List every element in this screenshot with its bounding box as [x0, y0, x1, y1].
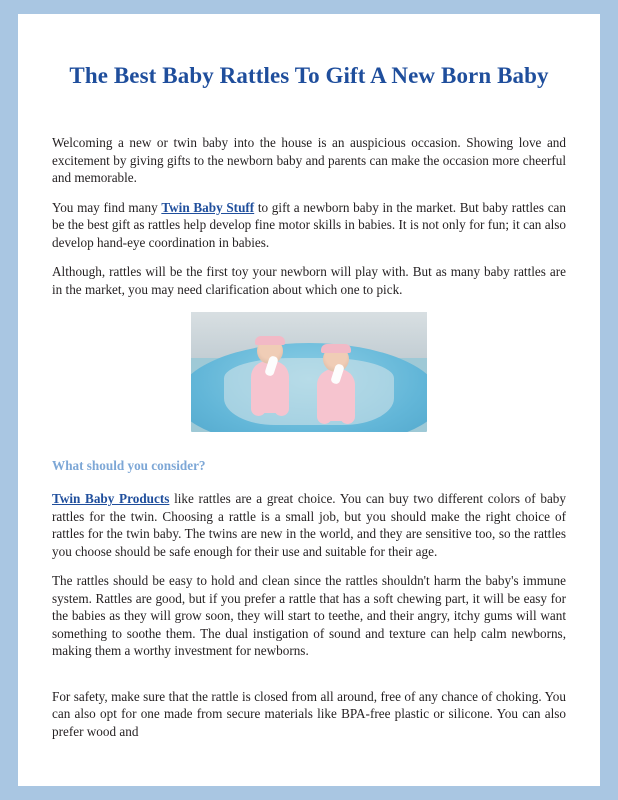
paragraph-5-text: The rattles should be easy to hold and clean since the rattles shouldn't harm the baby's immune system. Rattles are good, but if you prefer a rattle that has a soft chewing part, it will be easy for the babies as they will grow soon, they will start to teethe, and their angry, itchy gums will want something to soothe them. The dual instigation of sound and texture can help calm newborns, making them a worthy investment for newborns.	[52, 573, 566, 658]
paragraph-4	[52, 490, 566, 560]
paragraph-6-text: For safety, make sure that the rattle is closed from all around, free of any chance of choking. You can also opt for one made from secure materials like BPA-free plastic or silicone. You can also prefer wood and	[52, 688, 566, 739]
paragraph-3-text: Although, rattles will be the first toy your newborn will play with. But as many baby rattles are in the market, you may need clarification about which one to pick.	[52, 264, 566, 297]
baby-left-leg-left	[251, 396, 266, 416]
figure	[52, 312, 566, 432]
baby-right-leg-left	[317, 404, 332, 424]
paragraph-3	[52, 263, 566, 298]
paragraph-5	[52, 572, 566, 660]
baby-right-headband	[321, 344, 351, 353]
baby-right-leg-right	[340, 404, 355, 424]
paragraph-2-text-before: You may find many	[52, 199, 162, 215]
paragraph-6	[52, 688, 566, 741]
baby-left-headband	[255, 336, 285, 345]
baby-right	[309, 346, 365, 424]
spacer	[52, 672, 566, 688]
link-twin-baby-products[interactable]: Twin Baby Products	[52, 491, 170, 506]
paragraph-1	[52, 134, 566, 187]
link-twin-baby-stuff[interactable]: Twin Baby Stuff	[161, 199, 255, 215]
paragraph-4-text: like rattles are a great choice. You can buy two different colors of baby rattles for the twin. Choosing a rattle is a small job, but you should make the right choice of rattles for the twin baby. The twins are new in the world, and they are sensitive too, so the rattles you choose should be safe enough for their use and suitable for their age.	[52, 491, 566, 559]
baby-left-leg-right	[274, 396, 289, 416]
paragraph-1-text: Welcoming a new or twin baby into the house is an auspicious occasion. Showing love and excitement by giving gifts to the newborn baby and parents can make the occasion more cheerful and memorable.	[52, 135, 566, 185]
baby-left	[243, 338, 299, 416]
paragraph-2-text-after: to gift a newborn baby in the market. But baby rattles can be the best gift as rattles help develop fine motor skills in babies. It is not only for fun; it can also develop hand-eye coordination in babies.	[52, 199, 566, 250]
section-subheading: What should you consider?	[52, 458, 206, 473]
paragraph-2	[52, 199, 566, 252]
page-title: The Best Baby Rattles To Gift A New Born Baby	[69, 63, 549, 88]
twin-babies-photo	[191, 312, 427, 432]
document-page	[18, 14, 600, 786]
article-body	[52, 134, 566, 740]
